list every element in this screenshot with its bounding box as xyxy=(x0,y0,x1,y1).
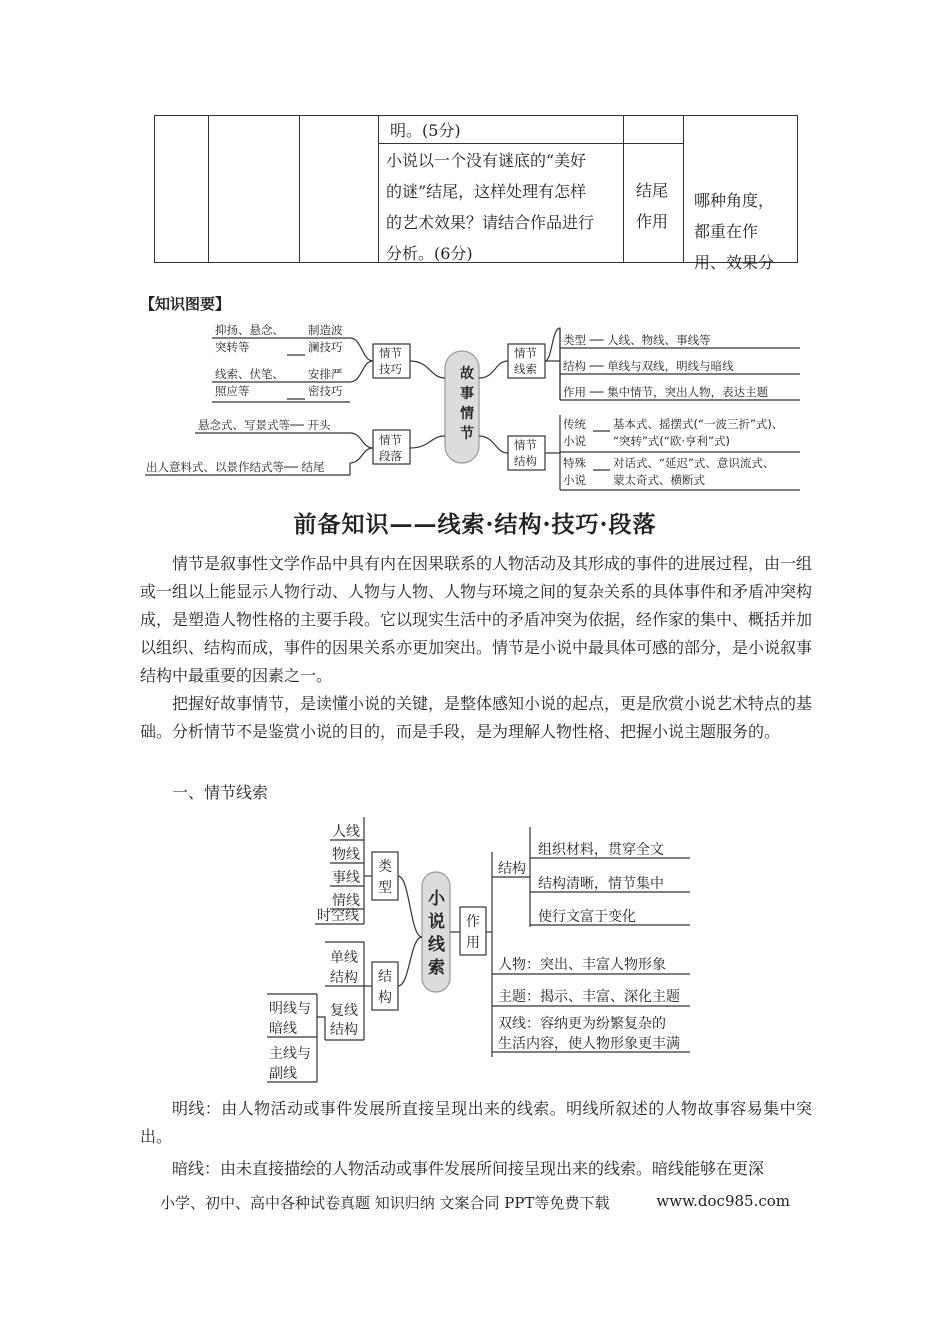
svg-text:特殊: 特殊 xyxy=(563,456,586,470)
svg-text:型: 型 xyxy=(378,880,392,896)
table-border xyxy=(299,115,300,263)
table-border xyxy=(154,115,798,116)
table-border xyxy=(208,115,209,263)
svg-text:说: 说 xyxy=(428,912,445,932)
svg-text:类型 ── 人线、物线、事线等: 类型 ── 人线、物线、事线等 xyxy=(563,333,711,347)
svg-text:结构: 结构 xyxy=(514,454,537,468)
svg-text:基本式、摇摆式(“一波三折”式)、: 基本式、摇摆式(“一波三折”式)、 xyxy=(613,417,784,431)
svg-text:节: 节 xyxy=(460,426,474,442)
svg-text:情: 情 xyxy=(460,406,474,422)
svg-text:用: 用 xyxy=(466,935,480,951)
svg-text:事线: 事线 xyxy=(332,870,360,886)
svg-text:结构清晰，情节集中: 结构清晰，情节集中 xyxy=(538,876,664,892)
svg-text:结构: 结构 xyxy=(498,861,526,877)
svg-text:出人意料式、以景作结式等── 结尾: 出人意料式、以景作结式等── 结尾 xyxy=(146,460,325,474)
svg-text:突转等: 突转等 xyxy=(215,340,250,354)
footer-url[interactable]: www.doc985.com xyxy=(656,1192,790,1210)
svg-text:结: 结 xyxy=(378,969,392,985)
svg-text:人线: 人线 xyxy=(332,824,360,840)
svg-text:事: 事 xyxy=(460,386,474,402)
svg-text:作用 ── 集中情节，突出人物，表达主题: 作用 ── 集中情节，突出人物，表达主题 xyxy=(563,385,769,399)
svg-text:传统: 传统 xyxy=(563,417,586,431)
svg-text:线: 线 xyxy=(428,935,445,955)
svg-text:情线: 情线 xyxy=(332,893,360,909)
page-title: 前备知识——线索·结构·技巧·段落 xyxy=(293,511,657,538)
footer-text: 小学、初中、高中各种试卷真题 知识归纳 文案合同 PPT等免费下载 xyxy=(160,1194,610,1212)
svg-text:情节: 情节 xyxy=(379,433,402,447)
svg-text:复线: 复线 xyxy=(330,1003,358,1019)
svg-text:对话式、“延迟”式、意识流式、: 对话式、“延迟”式、意识流式、 xyxy=(613,456,775,470)
svg-text:线索、伏笔、: 线索、伏笔、 xyxy=(215,367,284,381)
story-plot-mindmap xyxy=(140,318,810,493)
paragraph: 把握好故事情节，是读懂小说的关键，是整体感知小说的起点，更是欣赏小说艺术特点的基础。分析情节不是鉴赏小说的目的，而是手段，是为理解人物性格、把握小说主题服务的。 xyxy=(140,694,813,741)
svg-text:使行文富于变化: 使行文富于变化 xyxy=(538,909,636,925)
svg-text:悬念式、写景式等── 开头: 悬念式、写景式等── 开头 xyxy=(198,418,331,432)
table-border xyxy=(378,115,379,263)
svg-text:情节: 情节 xyxy=(379,346,402,360)
svg-text:物线: 物线 xyxy=(332,847,360,863)
svg-text:副线: 副线 xyxy=(269,1066,297,1082)
section-label: 【知识图要】 xyxy=(140,295,231,313)
svg-text:情节: 情节 xyxy=(514,346,537,360)
section-heading: 一、情节线索 xyxy=(172,783,269,802)
svg-text:构: 构 xyxy=(378,990,392,1006)
svg-text:单线: 单线 xyxy=(330,950,358,966)
svg-text:双线：容纳更为纷繁复杂的: 双线：容纳更为纷繁复杂的 xyxy=(498,1016,666,1032)
page-footer xyxy=(160,1192,800,1213)
svg-text:类: 类 xyxy=(378,859,392,875)
svg-text:“突转”式(“欧·亨利”式): “突转”式(“欧·亨利”式) xyxy=(613,434,730,448)
svg-text:制造波: 制造波 xyxy=(308,323,343,337)
answer-table xyxy=(154,115,798,272)
svg-text:生活内容，使人物形象更丰满: 生活内容，使人物形象更丰满 xyxy=(498,1036,680,1052)
table-border xyxy=(797,115,798,263)
table-border xyxy=(154,115,155,263)
svg-text:结构: 结构 xyxy=(330,970,358,986)
svg-text:时空线: 时空线 xyxy=(317,908,359,924)
paragraph: 情节是叙事性文学作品中具有内在因果联系的人物活动及其形成的事件的进展过程，由一组或一组以上能显示人物行动、人物与人物、人物与环境之间的复杂关系的具体事件和矛盾冲突构成，是塑造人物性格的主要手段。它以现实生活中的矛盾冲突为依据，经作家的集中、概括并加以组织、结构而成，事件的因果关系亦更加突出。情节是小说中最具体可感的部分，是小说叙事结构中最重要的因素之一。 xyxy=(140,554,813,685)
svg-text:小说: 小说 xyxy=(563,434,586,448)
table-cell-type: 结尾 作用 xyxy=(636,181,669,231)
paragraph: 暗线：由未直接描绘的人物活动或事件发展所间接呈现出来的线索。暗线能够在更深 xyxy=(172,1159,765,1178)
svg-text:主线与: 主线与 xyxy=(269,1046,311,1062)
svg-text:结构 ── 单线与双线，明线与暗线: 结构 ── 单线与双线，明线与暗线 xyxy=(563,359,734,373)
svg-text:抑扬、悬念、: 抑扬、悬念、 xyxy=(215,323,284,337)
svg-text:结构: 结构 xyxy=(330,1022,358,1038)
svg-text:明线与: 明线与 xyxy=(269,1001,311,1017)
svg-text:技巧: 技巧 xyxy=(379,362,402,376)
paragraph: 明线：由人物活动或事件发展所直接呈现出来的线索。明线所叙述的人物故事容易集中突出。 xyxy=(140,1099,812,1146)
svg-text:段落: 段落 xyxy=(379,449,402,463)
svg-text:蒙太奇式、横断式: 蒙太奇式、横断式 xyxy=(613,473,705,487)
table-cell-question: 明。(5分) xyxy=(390,121,461,140)
table-cell-note: 哪种角度， 都重在作 用、效果分 xyxy=(694,191,775,272)
svg-text:人物：突出、丰富人物形象: 人物：突出、丰富人物形象 xyxy=(498,957,666,973)
svg-text:暗线: 暗线 xyxy=(269,1021,297,1037)
table-border xyxy=(683,115,684,263)
svg-text:安排严: 安排严 xyxy=(308,367,343,381)
table-border xyxy=(623,115,624,263)
svg-text:密技巧: 密技巧 xyxy=(308,384,343,398)
svg-text:小说: 小说 xyxy=(563,473,586,487)
svg-text:索: 索 xyxy=(428,958,445,978)
body-text xyxy=(140,1095,812,1183)
svg-text:作: 作 xyxy=(466,914,480,930)
svg-text:故: 故 xyxy=(460,366,474,382)
svg-text:主题：揭示、丰富、深化主题: 主题：揭示、丰富、深化主题 xyxy=(498,989,680,1005)
svg-text:澜技巧: 澜技巧 xyxy=(308,340,343,354)
svg-text:线索: 线索 xyxy=(514,362,537,376)
svg-text:组织材料，贯穿全文: 组织材料，贯穿全文 xyxy=(538,842,664,858)
novel-clue-mindmap xyxy=(260,812,700,1087)
svg-text:小: 小 xyxy=(428,889,445,909)
svg-text:照应等: 照应等 xyxy=(215,384,250,398)
table-cell-question: 小说以一个没有谜底的“美好 的谜”结尾，这样处理有怎样 的艺术效果？请结合作品进行 分析。(6分) xyxy=(386,151,595,263)
svg-text:情节: 情节 xyxy=(514,438,537,452)
body-text xyxy=(140,550,812,746)
